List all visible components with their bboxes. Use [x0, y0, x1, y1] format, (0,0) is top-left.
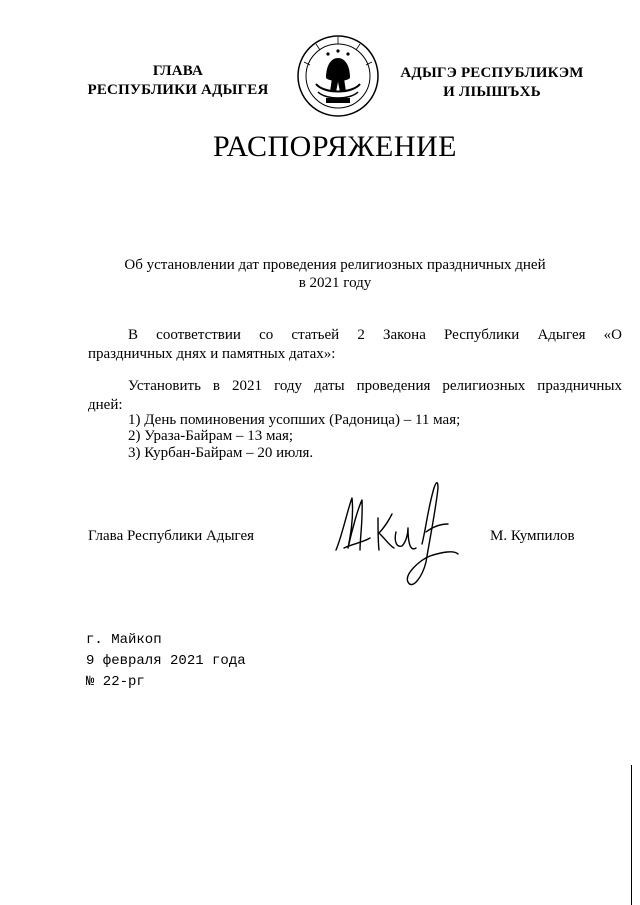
- coat-of-arms-emblem: [296, 34, 380, 118]
- subject-line2: в 2021 году: [298, 275, 372, 291]
- handwritten-signature: [330, 478, 470, 596]
- header-left-line1: ГЛАВА: [152, 63, 204, 79]
- document-title: РАСПОРЯЖЕНИЕ: [212, 130, 458, 163]
- header-left-line2: РЕСПУБЛИКИ АДЫГЕЯ: [87, 82, 269, 98]
- header-left: [78, 62, 278, 100]
- header-right-line1: АДЫГЭ РЕСПУБЛИКЭМ: [400, 65, 584, 81]
- scan-edge-line: [631, 765, 632, 905]
- document-number: № 22-рг: [86, 674, 145, 690]
- paragraph-2-line1: Установить в 2021 году даты проведения религиозных праздничных: [128, 378, 622, 394]
- list-item: 2) Ураза-Байрам – 13 мая;: [128, 428, 294, 444]
- signatory-position: Глава Республики Адыгея: [88, 528, 255, 544]
- list-item: 1) День поминовения усопших (Радоница) – 11 мая;: [128, 412, 461, 428]
- paragraph-2-line2: дней:: [88, 397, 123, 413]
- list-item: 3) Курбан-Байрам – 20 июля.: [128, 445, 314, 461]
- header-right: [392, 64, 592, 102]
- header-right-line2: И ЛІЫШЪХЬ: [443, 84, 541, 100]
- paragraph-1-line1: В соответствии со статьей 2 Закона Республики Адыгея «О: [128, 327, 622, 343]
- subject-line1: Об установлении дат проведения религиозных праздничных дней: [124, 257, 546, 273]
- signatory-name: М. Кумпилов: [490, 528, 575, 544]
- document-subject: [100, 256, 570, 292]
- issue-date: 9 февраля 2021 года: [86, 653, 246, 669]
- paragraph-1-line2: праздничных днях и памятных датах»:: [88, 346, 336, 362]
- issue-place: г. Майкоп: [86, 632, 162, 648]
